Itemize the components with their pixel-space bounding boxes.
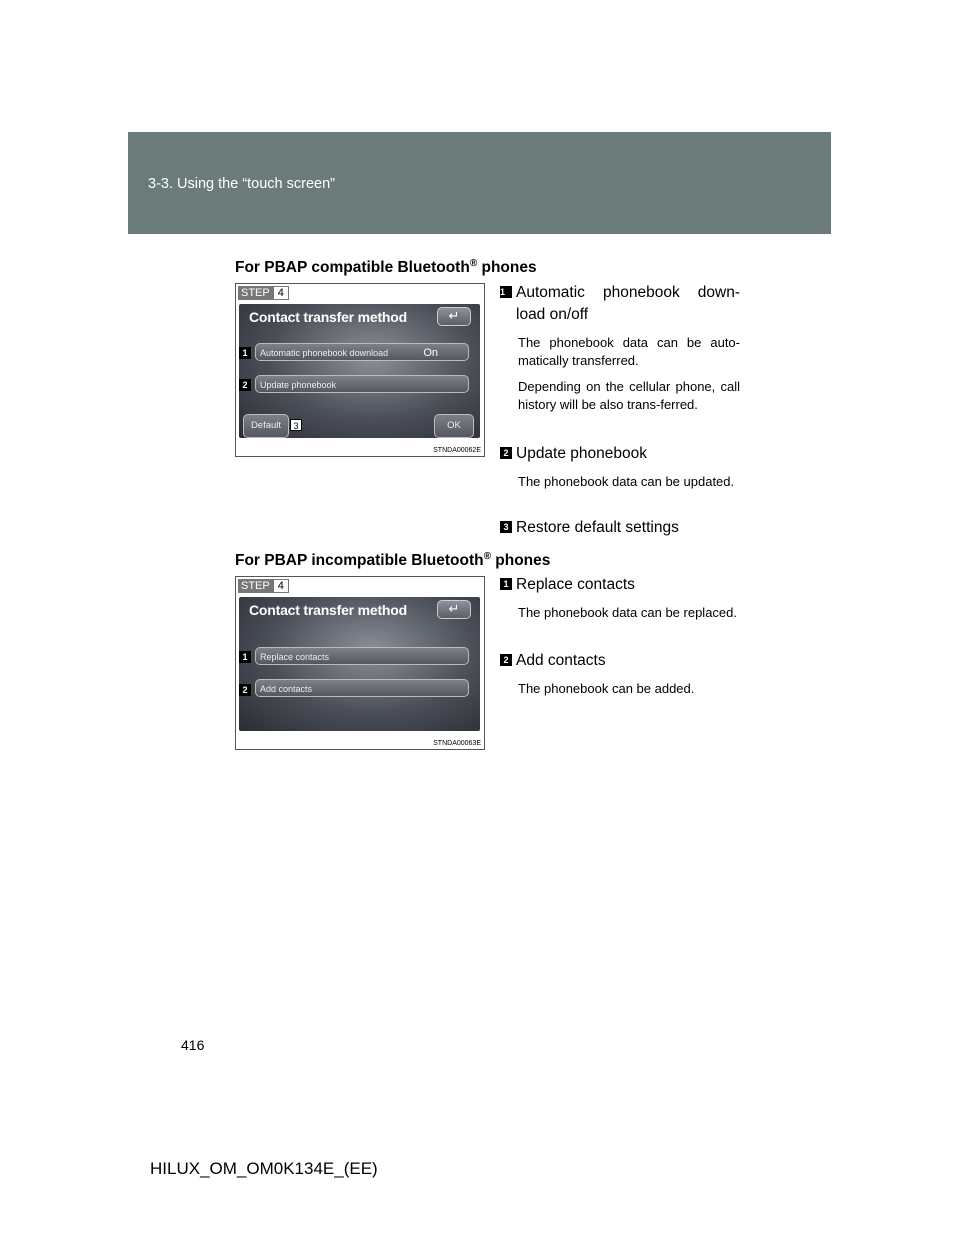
item-title	[500, 574, 740, 596]
item-description: The phonebook data can be auto-matically transferred.	[518, 335, 740, 368]
item-title-text: Update phonebook	[516, 445, 648, 462]
back-button[interactable]	[437, 600, 471, 619]
item-number: 1	[500, 286, 512, 298]
auto-download-label: Automatic phonebook download	[260, 348, 389, 358]
return-icon: ↵	[448, 308, 460, 323]
item-title-text: Replace contacts	[516, 576, 635, 593]
step-badge	[238, 286, 289, 300]
item-replace-contacts	[500, 574, 740, 622]
auto-download-value: On	[423, 347, 438, 359]
item-update-phonebook	[500, 443, 740, 491]
item-number: 2	[500, 447, 512, 459]
header-bar	[128, 132, 831, 234]
item-title	[500, 517, 740, 539]
heading-text-suffix: phones	[490, 552, 551, 570]
touch-screen	[239, 304, 480, 438]
item-number: 2	[500, 654, 512, 666]
callout-2: 2	[239, 684, 251, 696]
figure-code: STNDA00063E	[433, 740, 481, 747]
callout-1: 1	[239, 347, 251, 359]
item-title	[500, 650, 740, 672]
auto-download-button[interactable]	[255, 343, 469, 361]
add-contacts-label: Add contacts	[260, 684, 313, 694]
item-number: 1	[500, 578, 512, 590]
step-number: 4	[273, 579, 289, 593]
screen-title: Contact transfer method	[249, 309, 407, 325]
registered-mark: ®	[469, 258, 478, 269]
item-title-text: Automatic phonebook down-load on/off	[516, 284, 740, 323]
item-number: 3	[500, 521, 512, 533]
item-description: The phonebook data can be updated.	[518, 474, 735, 489]
step-label: STEP	[238, 286, 273, 300]
item-description: The phonebook data can be replaced.	[518, 605, 738, 620]
item-title-text: Add contacts	[516, 652, 606, 669]
default-label: Default	[250, 420, 282, 431]
item-restore-default	[500, 517, 740, 539]
registered-mark: ®	[483, 551, 491, 562]
replace-contacts-label: Replace contacts	[260, 652, 330, 662]
section-heading-pbap-incompatible	[235, 551, 550, 570]
step-number: 4	[273, 286, 289, 300]
update-phonebook-button[interactable]	[255, 375, 469, 393]
heading-text: For PBAP compatible Bluetooth	[235, 259, 470, 277]
step-badge	[238, 579, 289, 593]
figure-code: STNDA00062E	[433, 447, 481, 454]
ok-label: OK	[447, 420, 461, 431]
item-description: Depending on the cellular phone, call history will be also trans-ferred.	[518, 379, 740, 412]
screen-title: Contact transfer method	[249, 602, 407, 618]
return-icon: ↵	[448, 601, 460, 616]
item-add-contacts	[500, 650, 740, 698]
ok-button[interactable]	[434, 414, 474, 438]
heading-text-suffix: phones	[477, 259, 537, 277]
section-heading-pbap-compatible	[235, 258, 537, 277]
item-title	[500, 443, 740, 465]
document-code: HILUX_OM_OM0K134E_(EE)	[150, 1159, 378, 1178]
step-label: STEP	[238, 579, 273, 593]
item-title-text: Restore default settings	[516, 519, 679, 536]
touch-screen	[239, 597, 480, 731]
add-contacts-button[interactable]	[255, 679, 469, 697]
screen-figure-incompatible	[235, 576, 485, 750]
back-button[interactable]	[437, 307, 471, 326]
section-title: 3-3. Using the “touch screen”	[148, 176, 335, 192]
page-number: 416	[181, 1037, 205, 1053]
item-description: The phonebook can be added.	[518, 681, 695, 696]
item-title	[500, 282, 740, 326]
default-button[interactable]	[243, 414, 289, 438]
callout-3: 3	[290, 419, 302, 431]
screen-figure-compatible	[235, 283, 485, 457]
callout-2: 2	[239, 379, 251, 391]
callout-1: 1	[239, 651, 251, 663]
item-auto-download	[500, 282, 740, 414]
heading-text: For PBAP incompatible Bluetooth	[235, 552, 484, 570]
update-phonebook-label: Update phonebook	[260, 380, 337, 390]
replace-contacts-button[interactable]	[255, 647, 469, 665]
